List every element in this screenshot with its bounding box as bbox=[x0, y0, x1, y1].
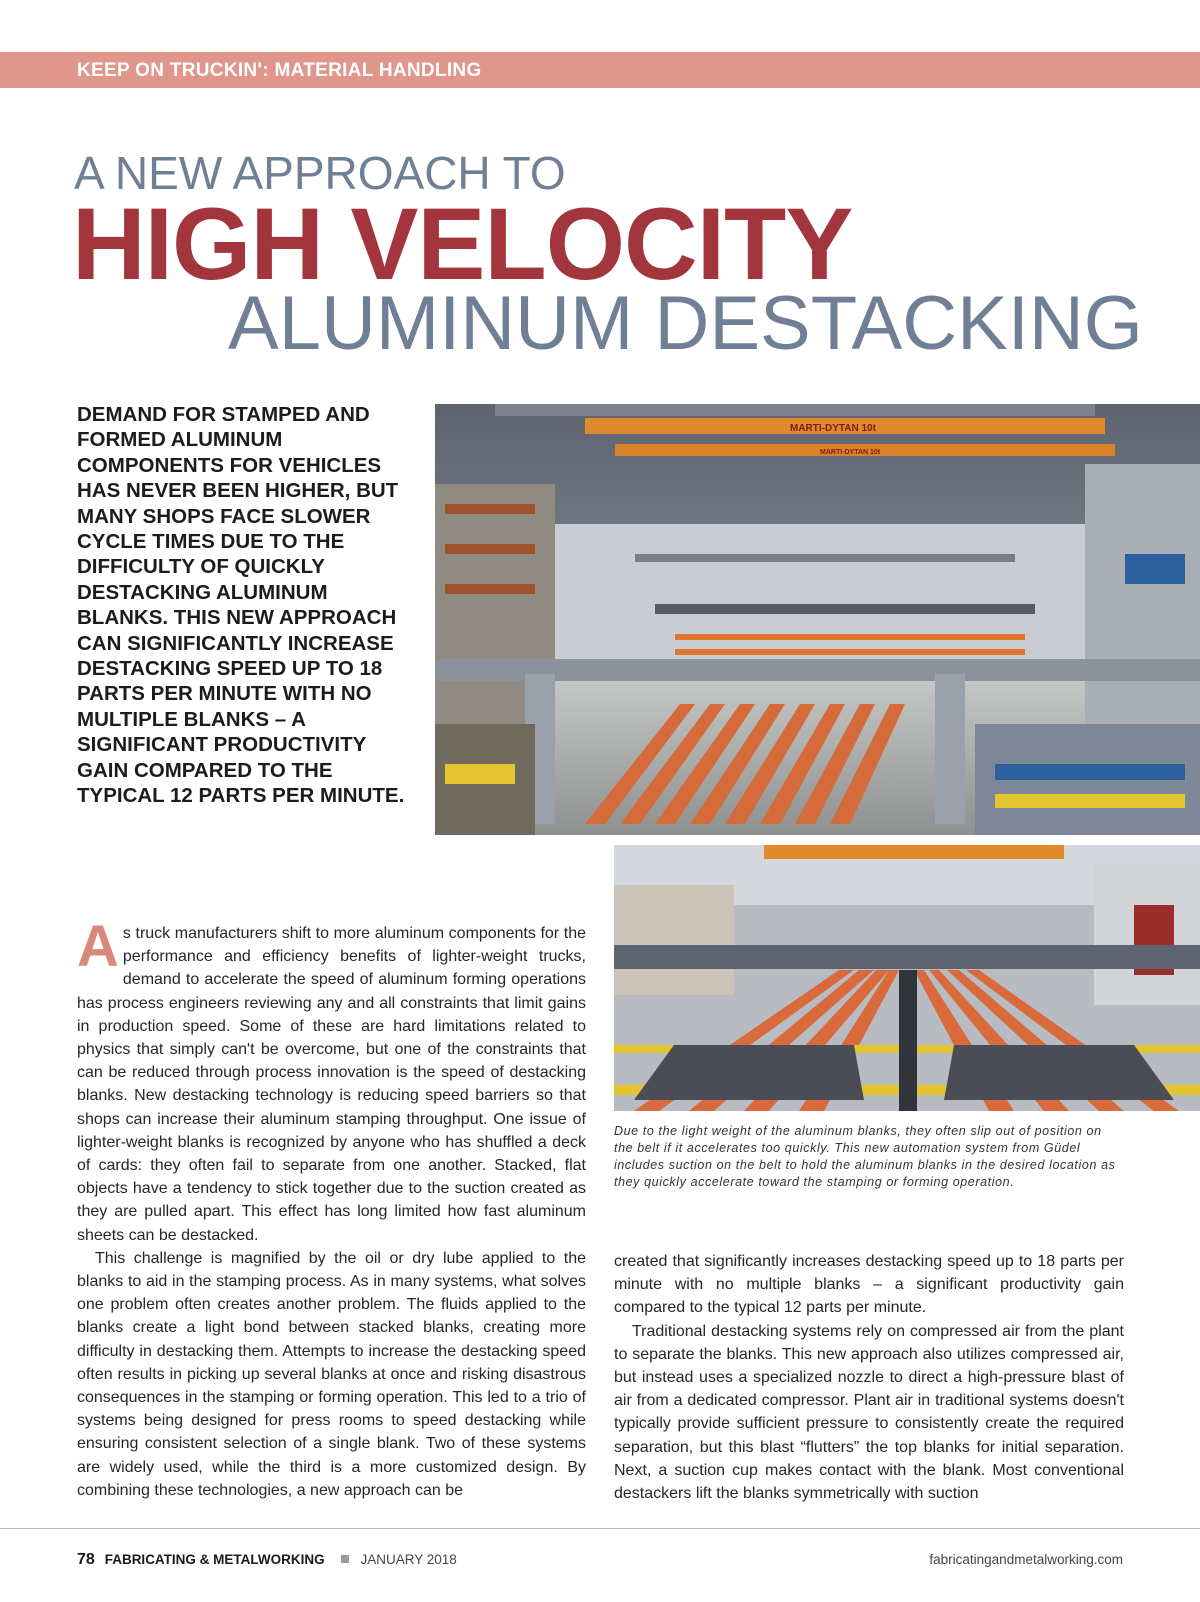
title-headline: HIGH VELOCITY bbox=[72, 187, 853, 301]
article-deck: DEMAND FOR STAMPED AND FORMED ALUMINUM COMPONENTS FOR VEHICLES HAS NEVER BEEN HIGHER, BUT MANY SHOPS FACE SLOWER CYCLE TIMES DUE TO THE DIFFICULTY OF QUICKLY DESTACKING ALUMINUM BLANKS. THIS NEW APPROACH CAN SIGNIFICANTLY INCREASE DESTACKING SPEED UP TO 18 PARTS PER MINUTE WITH NO MULTIPLE BLANKS – A SIGNIFICANT PRODUCTIVITY GAIN COMPARED TO THE TYPICAL 12 PARTS PER MINUTE. bbox=[77, 403, 405, 808]
title-kicker: A NEW APPROACH TO bbox=[74, 147, 566, 199]
title-subhead: ALUMINUM DESTACKING bbox=[228, 281, 1143, 366]
factory-overview-photo bbox=[435, 404, 1200, 835]
article-body-left bbox=[77, 914, 586, 1502]
website-link[interactable]: fabricatingandmetalworking.com bbox=[929, 1552, 1123, 1567]
section-banner bbox=[0, 52, 1200, 88]
article-body-right bbox=[614, 1250, 1124, 1505]
footer-divider bbox=[0, 1528, 1200, 1529]
body-paragraph-2: This challenge is magnified by the oil or dry lube applied to the blanks to aid in the stamping process. As in many systems, what solves one problem often creates another problem. The fluids applied to the blanks create a light bond between stacked blanks, creating more difficulty in destacking them. Attempts to increase the destacking speed often results in picking up several blanks at once and risking disastrous consequences in the stamping or forming operation. This led to a trio of systems being designed for press rooms to speed destacking while ensuring consistent selection of a single blank. Two of these systems are widely used, while the third is a more customized design. By combining these technologies, a new approach can be bbox=[77, 1249, 586, 1499]
photo-caption: Due to the light weight of the aluminum blanks, they often slip out of position on the belt if it accelerates too quickly. This new automation system from Güdel includes suction on the belt to hold the aluminum blanks in the desired location as they quickly accelerate toward the stamping or forming operation. bbox=[614, 1124, 1116, 1189]
crane-sign: MARTI-DYTAN 10t bbox=[790, 423, 876, 434]
body-paragraph-4: Traditional destacking systems rely on compressed air from the plant to separate the blanks. This new approach also utilizes compressed air, but instead uses a specialized nozzle to direct a high-pressure blast of air from a dedicated compressor. Plant air in traditional systems doesn't typically provide sufficient pressure to consistently create the required separation, but this blast “flutters” the top blanks for initial separation. Next, a suction cup makes contact with the blank. Most conventional destackers lift the blanks symmetrically with suction bbox=[614, 1322, 1124, 1503]
page-number: 78 bbox=[77, 1551, 95, 1568]
page-footer bbox=[77, 1551, 1123, 1573]
body-paragraph-3: created that significantly increases destacking speed up to 18 parts per minute with no multiple blanks – a significant productivity gain compared to the typical 12 parts per minute. bbox=[614, 1253, 1124, 1317]
drop-cap: A bbox=[77, 914, 119, 979]
section-label: KEEP ON TRUCKIN': MATERIAL HANDLING bbox=[77, 60, 482, 81]
conveyor-belt-photo bbox=[614, 845, 1200, 1111]
body-paragraph-1 bbox=[77, 914, 586, 1247]
magazine-name: FABRICATING & METALWORKING bbox=[104, 1552, 325, 1567]
footer-separator bbox=[341, 1555, 349, 1563]
body-paragraph-1-text: s truck manufacturers shift to more aluminum components for the performance and efficiency benefits of lighter-weight trucks, demand to accelerate the speed of aluminum forming operations has process engineers reviewing any and all constraints that limit gains in production speed. Some of these are hard limitations related to physics that simply can't be overcome, but one of the constraints that can be reduced through process innovation is the speed of destacking blanks. New destacking technology is reducing speed barriers so that shops can increase their aluminum stamping throughput. One issue of lighter-weight blanks is recognized by anyone who has shuffled a deck of cards: they often fail to separate from one another. Stacked, flat objects have a tendency to stick together due to the suction created as they are pulled apart. This effect has long limited how fast aluminum sheets can be destacked. bbox=[77, 925, 586, 1244]
issue-date: JANUARY 2018 bbox=[360, 1552, 457, 1567]
crane-sign-rear: MARTI-DYTAN 10t bbox=[820, 449, 881, 456]
